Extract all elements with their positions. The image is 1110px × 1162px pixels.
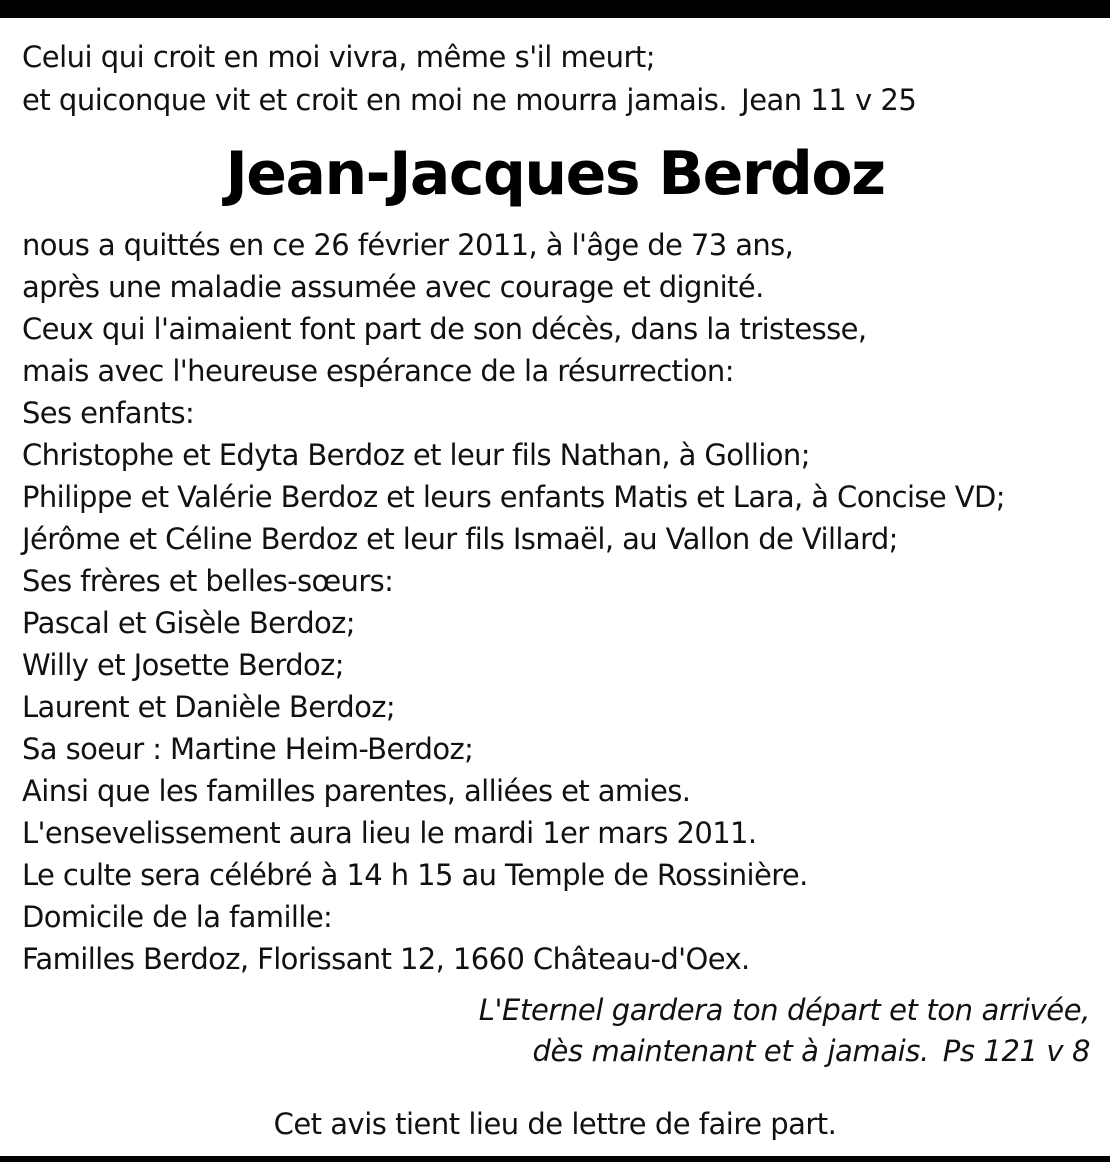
epigraph-reference: Jean 11 v 25 [741, 83, 917, 117]
body-line: Willy et Josette Berdoz; [22, 648, 344, 682]
epigraph-verse [22, 36, 1092, 122]
closing-verse-line-2 [300, 1031, 1090, 1072]
service-line: Le culte sera célébré à 14 h 15 au Temple de Rossinière. [22, 858, 808, 892]
body-line: Ceux qui l'aimaient font part de son décès, dans la tristesse, [22, 312, 867, 346]
closing-verse-line-2-text: dès maintenant et à jamais. [532, 1034, 929, 1068]
body-line: Laurent et Danièle Berdoz; [22, 690, 396, 724]
body-line: Pascal et Gisèle Berdoz; [22, 606, 355, 640]
body-line: Sa soeur : Martine Heim-Berdoz; [22, 732, 474, 766]
body-line: Ainsi que les familles parentes, alliées et amies. [22, 774, 691, 808]
closing-verse [300, 990, 1090, 1072]
body-line: Jérôme et Céline Berdoz et leur fils Ismaël, au Vallon de Villard; [22, 522, 898, 556]
body-line: Philippe et Valérie Berdoz et leurs enfants Matis et Lara, à Concise VD; [22, 480, 1005, 514]
epigraph-line-2-text: et quiconque vit et croit en moi ne mourra jamais. [22, 83, 728, 117]
announcement-body [22, 224, 1102, 980]
bottom-border-rule [0, 1156, 1110, 1162]
deceased-name: Jean-Jacques Berdoz [225, 139, 885, 209]
body-line: après une maladie assumée avec courage et dignité. [22, 270, 764, 304]
notice-text: Cet avis tient lieu de lettre de faire part. [273, 1107, 837, 1141]
body-line: mais avec l'heureuse espérance de la résurrection: [22, 354, 734, 388]
family-address: Familles Berdoz, Florissant 12, 1660 Château-d'Oex. [22, 942, 750, 976]
burial-line: L'ensevelissement aura lieu le mardi 1er mars 2011. [22, 816, 757, 850]
epigraph-line-1: Celui qui croit en moi vivra, même s'il meurt; [22, 40, 656, 74]
body-line: Christophe et Edyta Berdoz et leur fils Nathan, à Gollion; [22, 438, 810, 472]
family-address-heading: Domicile de la famille: [22, 900, 333, 934]
closing-verse-line-1: L'Eternel gardera ton départ et ton arrivée, [478, 993, 1090, 1027]
closing-verse-reference: Ps 121 v 8 [942, 1034, 1090, 1068]
epigraph-line-2 [22, 79, 1092, 122]
children-heading: Ses enfants: [22, 396, 195, 430]
siblings-heading: Ses frères et belles-sœurs: [22, 564, 394, 598]
top-border-rule [0, 0, 1110, 18]
body-line: nous a quittés en ce 26 février 2011, à l'âge de 73 ans, [22, 228, 794, 262]
